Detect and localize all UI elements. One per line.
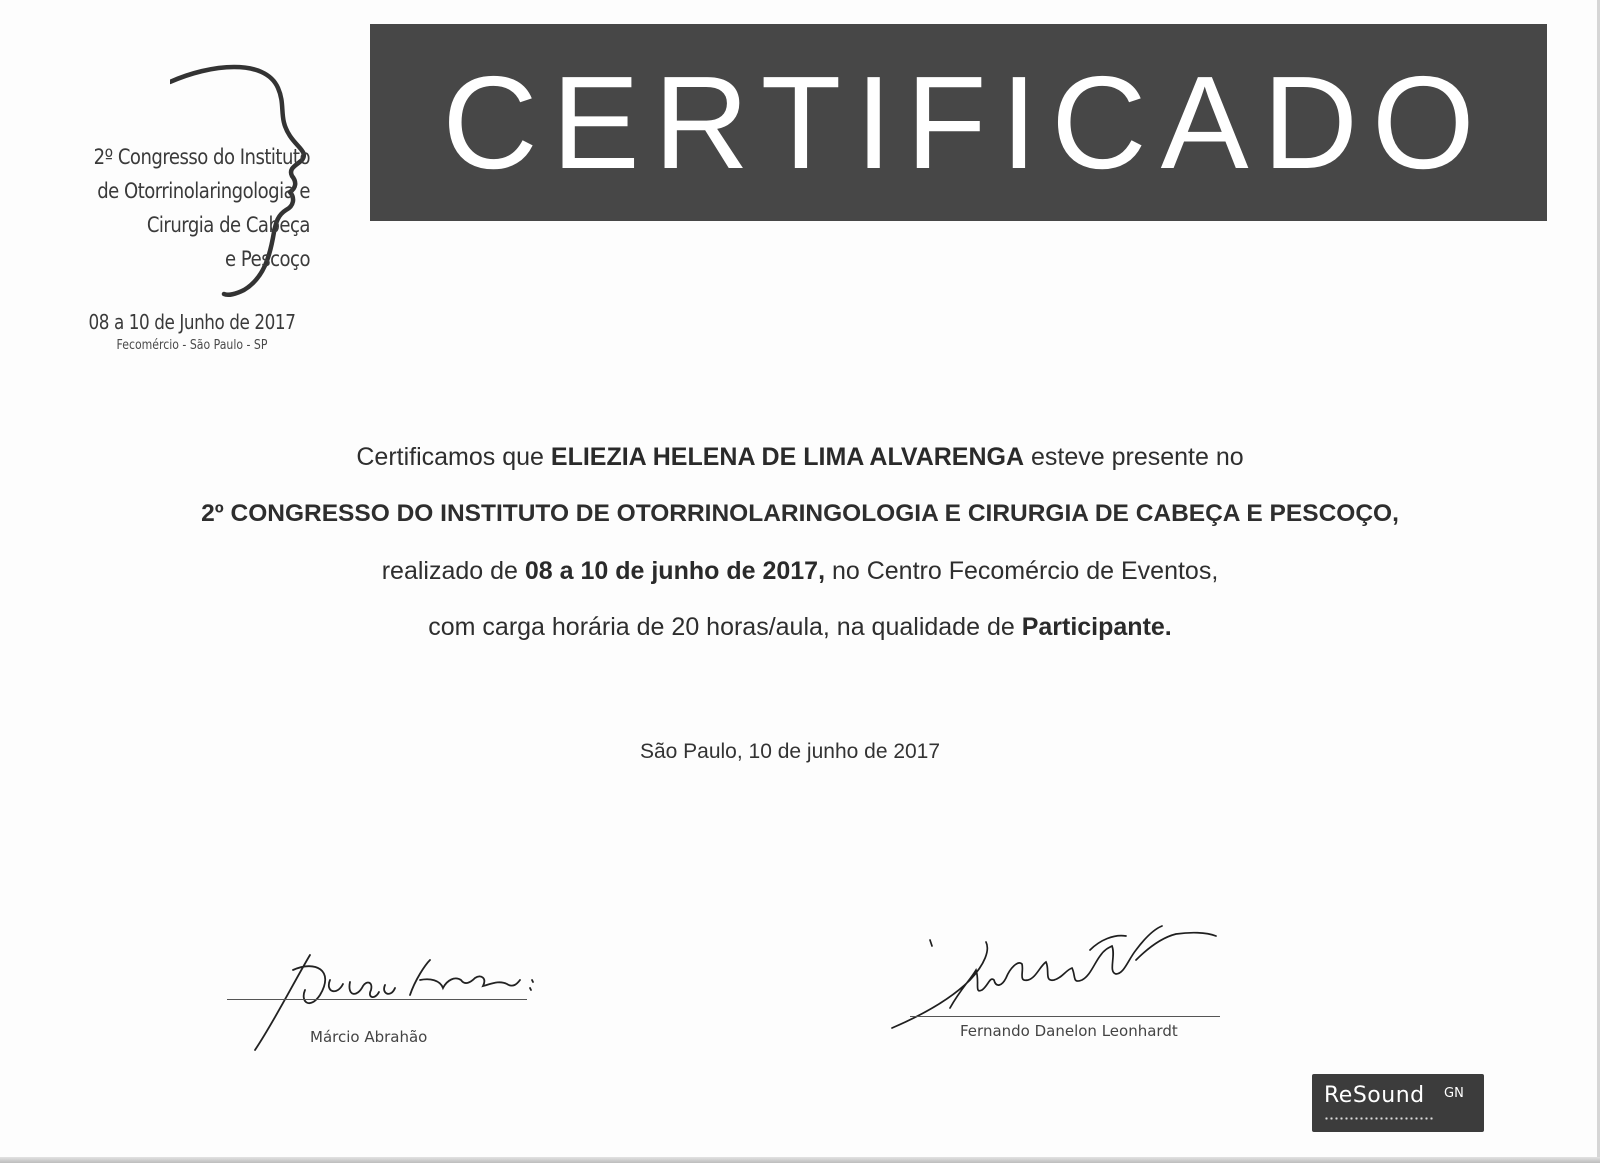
certificate-title: CERTIFICADO <box>442 48 1489 196</box>
signatory-name-right: Fernando Danelon Leonhardt <box>960 1022 1178 1040</box>
logo-congress-name <box>52 140 310 276</box>
participation-role: Participante. <box>1021 613 1172 641</box>
sponsor-dots-decoration <box>1324 1117 1434 1120</box>
congress-logo <box>20 60 340 360</box>
signature-line-left <box>227 999 527 1000</box>
body-line-1 <box>0 443 1600 472</box>
body-line-3 <box>0 557 1600 586</box>
event-name: 2º CONGRESSO DO INSTITUTO DE OTORRINOLARINGOLOGIA E CIRURGIA DE CABEÇA E PESCOÇO, <box>201 500 1399 527</box>
logo-line-3: Cirurgia de Cabeça <box>146 213 310 237</box>
title-banner <box>370 24 1547 221</box>
logo-venue: Fecomércio - São Paulo - SP <box>116 338 268 353</box>
body-line-1-suffix: esteve presente no <box>1024 443 1244 471</box>
resound-gn-logo <box>1312 1074 1484 1132</box>
body-line-3-suffix: no Centro Fecomércio de Eventos, <box>825 557 1219 585</box>
logo-line-2: de Otorrinolaringologia e <box>97 179 310 203</box>
signatory-name-left: Márcio Abrahão <box>310 1028 428 1046</box>
body-line-1-prefix: Certificamos que <box>356 443 551 471</box>
event-dates: 08 a 10 de junho de 2017, <box>524 557 826 585</box>
participant-name: ELIEZIA HELENA DE LIMA ALVARENGA <box>550 443 1025 471</box>
sponsor-suffix: GN <box>1444 1086 1464 1101</box>
signature-block-right <box>890 920 1240 1050</box>
signature-block-left <box>225 940 585 1060</box>
signature-line-right <box>910 1016 1220 1017</box>
logo-dates: 08 a 10 de Junho de 2017 <box>88 310 296 334</box>
logo-line-4: e Pescoço <box>225 247 310 271</box>
scan-edge-bottom <box>0 1157 1600 1163</box>
body-line-4 <box>0 613 1600 642</box>
body-line-4-prefix: com carga horária de 20 horas/aula, na qualidade de <box>428 613 1022 641</box>
body-line-3-prefix: realizado de <box>381 557 525 585</box>
logo-line-1: 2º Congresso do Instituto <box>93 145 310 169</box>
sponsor-brand: ReSound <box>1324 1083 1425 1108</box>
place-and-date: São Paulo, 10 de junho de 2017 <box>639 740 941 763</box>
